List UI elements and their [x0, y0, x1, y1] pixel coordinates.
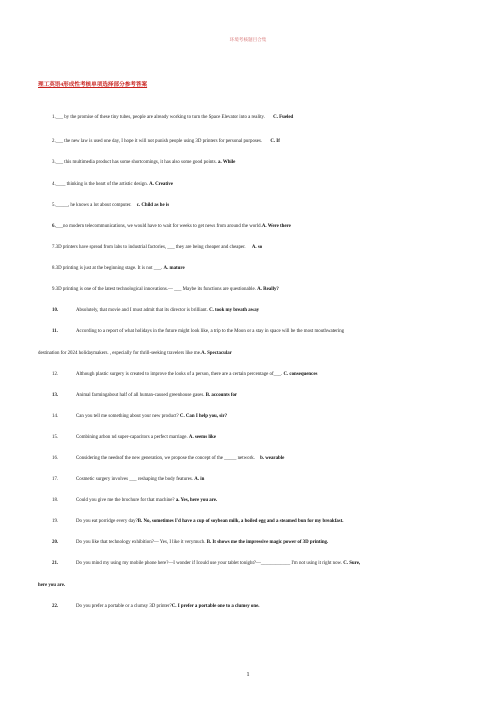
question-answer: C. Can I help you, sir? [179, 414, 228, 419]
question-number: 9. [52, 287, 56, 292]
question-text: ___ this multimedia product has some shortcomings, it has also some good points. [55, 160, 217, 165]
question-answer: A. mature [163, 266, 185, 271]
question-answer: A. Creative [149, 182, 173, 187]
question-9 [52, 287, 279, 293]
question-text: Although plastic surgery is created to improve the looks of a person, there are a certain percentage of___. [76, 372, 283, 377]
question-answer: a. Yes, here you are. [175, 498, 218, 503]
question-7 [52, 245, 262, 251]
question-text: destination for 2024 holidaymakers. , especially for thrill-seeking travelers like me. [38, 351, 202, 356]
question-number: 10. [52, 308, 59, 313]
question-number: 20. [52, 540, 59, 545]
question-16 [52, 456, 284, 462]
question-21-continuation [38, 583, 65, 588]
question-number: 4. [52, 182, 56, 187]
question-number: 13. [52, 393, 59, 398]
question-text: Could you give me the brochure for that machine? [76, 498, 175, 503]
question-answer: A. seems like [188, 435, 216, 440]
question-number: 1. [52, 115, 56, 120]
question-6 [52, 224, 291, 230]
question-8 [52, 266, 185, 272]
question-text: Combining arbon nd super-capacitors a perfect marriage. [76, 435, 188, 440]
question-text: Do you prefer a portable or a clumsy 3D printer? [76, 604, 172, 609]
question-text: 3D printing is one of the latest technological innovations.— ___ Maybe its functions are questionable. [55, 287, 256, 292]
question-answer: C. I prefer a portable one to a clumsy one. [171, 604, 260, 609]
question-text: ___ the new law is used one day, I hope it will not punish people using 3D printers for personal purposes. [55, 139, 263, 144]
document-title: 理工英语4形成性考核单项选择部分参考答案 [38, 82, 148, 88]
question-number: 7. [52, 245, 56, 250]
question-answer: C. Sure, [343, 561, 361, 566]
question-answer: b. wearable [260, 456, 285, 461]
page-header-note: 环境考核题目合集 [229, 37, 267, 42]
question-answer: C. took my breath away [209, 308, 260, 313]
question-2 [52, 139, 280, 145]
question-text: 3D printing is just at the beginning stage. It is not ___. [55, 266, 163, 271]
question-answer: B. accounts for [205, 393, 238, 398]
question-text: ___ by the promise of these tiny tubes, people are already working to turn the Space Elevator into a reality. [55, 115, 265, 120]
question-text: Cosmetic surgery involves ___ reshaping the body features. [76, 477, 193, 482]
question-number: 8. [52, 266, 56, 271]
question-answer: c. Child as he is [136, 203, 170, 208]
question-10 [52, 308, 259, 314]
question-13 [52, 393, 237, 399]
question-number: 6. [52, 224, 56, 229]
question-11 [52, 329, 344, 335]
question-text: 3D printers have spread from labs to industrial factories, ___ they are being cheaper and cheaper. [55, 245, 246, 250]
question-text: Do you mind my using my mobile phone here?—I wonder if Icould use your tablet tonight?—____________ I'm not using it right now. [76, 561, 342, 566]
question-answer: B. No, sometimes I'd have a cup of soybean milk, a boiled egg and a steamed bun for my breakfast. [137, 519, 344, 524]
question-number: 3. [52, 160, 56, 165]
question-text: ____ thinking is the heart of the artistic design. [55, 182, 148, 187]
question-answer: here you are. [38, 583, 66, 588]
question-11-continuation [38, 351, 232, 356]
question-14 [52, 414, 227, 420]
question-18 [52, 498, 217, 504]
question-number: 5. [52, 203, 56, 208]
question-number: 15. [52, 435, 59, 440]
question-answer: A. in [194, 477, 205, 482]
question-1 [52, 115, 293, 121]
question-3 [52, 160, 235, 166]
question-text: Do you like that technology exhibition?— Yes, I like it verymuch. [76, 540, 206, 545]
question-text: Absolutely, that movie and I must admit that its director is brilliant. [76, 308, 208, 313]
question-22 [52, 604, 259, 610]
page-number: 1 [246, 671, 250, 678]
question-19 [52, 519, 343, 525]
question-number: 17. [52, 477, 59, 482]
question-number: 19. [52, 519, 59, 524]
question-20 [52, 540, 328, 546]
question-number: 12. [52, 372, 59, 377]
question-answer: A. Were there [261, 224, 291, 229]
question-answer: C. consequences [283, 372, 318, 377]
question-text: Considering the needsof the new generation, we propose the concept of the _____ network. [76, 456, 255, 461]
question-text: According to a report of what holidays in the future might look like, a trip to the Moon or a stay in space will be the most mouthwatering [76, 329, 345, 334]
question-text: ___no modern telecommunications, we would have to wait for weeks to get news from around the world. [55, 224, 262, 229]
question-15 [52, 435, 216, 441]
question-answer: a. While [218, 160, 236, 165]
question-text: Do you eat porridge every day? [76, 519, 138, 524]
question-answer: A. so [251, 245, 263, 250]
question-number: 14. [52, 414, 59, 419]
question-answer: A. Really? [257, 287, 279, 292]
question-4 [52, 182, 173, 188]
question-text: Can you tell me something about your new product? [76, 414, 179, 419]
question-12 [52, 372, 317, 378]
question-answer: B. It shows me the impressive magic power of 3D printing. [206, 540, 329, 545]
question-number: 2. [52, 139, 56, 144]
question-5 [52, 203, 169, 209]
question-answer: C. Fueled [273, 115, 294, 120]
question-text: _____, he knows a lot about computer. [55, 203, 132, 208]
question-answer: A. Spectacular [201, 351, 232, 356]
question-17 [52, 477, 204, 483]
question-answer: C. If [270, 139, 280, 144]
question-number: 21. [52, 561, 59, 566]
question-number: 11. [52, 329, 58, 334]
question-text: Animal farmingabout half of all human-caused greenhouse gases. [76, 393, 205, 398]
question-number: 16. [52, 456, 59, 461]
question-number: 18. [52, 498, 59, 503]
question-21 [52, 561, 360, 567]
question-number: 22. [52, 604, 59, 609]
